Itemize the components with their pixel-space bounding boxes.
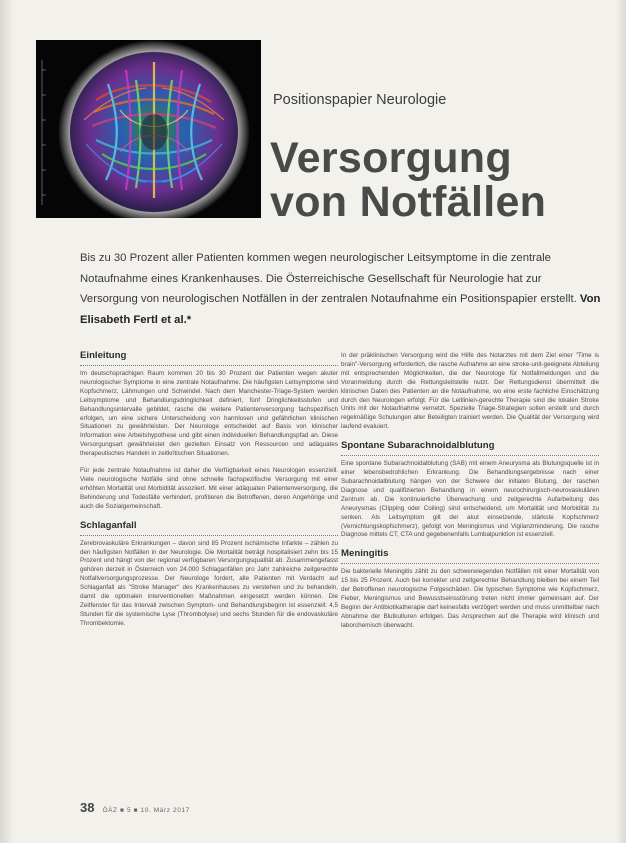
section-einleitung xyxy=(80,350,338,512)
mri-brain-illustration xyxy=(36,40,261,218)
magazine-issue: ÖÄZ ■ 5 ■ 10. März 2017 xyxy=(102,807,190,814)
scan-shadow-right xyxy=(616,0,626,843)
mri-brain-image xyxy=(36,40,261,218)
section-subarachnoidalblutung xyxy=(341,440,599,540)
paragraph: Für jede zentrale Notaufnahme ist daher die Verfügbarkeit eines Neurologen essenziell. Viele neurologische Notfälle sind ohne schnelle fachspezifische Versorgung mit einer erhöhten Mortalität und Morbidität assoziiert. Mit einer adäquaten Patientenversorgung, die Behinderung und Todesfälle verhindert, profitieren die Betroffenen, deren Angehörige und auch die Sozialgemeinschaft. xyxy=(80,467,338,510)
byline: Von Elisabeth Fertl et al.* xyxy=(80,293,601,326)
paragraph: Zerebrovaskuläre Erkrankungen – davon sind 85 Prozent ischämische Infarkte – zählen zu den häufigsten Notfällen in der Neurologie. Die Mortalität beträgt hospitalisiert zehn bis 15 Prozent und hängt von der regional verfügbaren Versorgungsqualität ab. Zusammengefasst gehören derzeit in Österreich von 24.000 Schlaganfällen pro Jahr zahlreiche zeitgerechte Notfallversorgungsprozesse. Der Neurologe fordert, alle Patienten mit Verdacht auf Schlaganfall als "Stroke Manager" des Krankenhauses zu verstehen und zu behandeln, damit die optimalen interventionellen Maßnahmen eingesetzt werden können. Die Zeitfenster für das Intervall zwischen Symptom- und Behandlungsbeginn ist essenziell: 4,5 Stunden für die systemische Lyse (Thrombolyse) und sechs Stunden für die endovaskuläre Thrombektomie. xyxy=(80,539,338,627)
paragraph: In der präklinischen Versorgung wird die Hilfe des Notarztes mit dem Ziel einer "Time is brain"-Versorgung erforderlich, die rasche Aufnahme an eine stroke-unit-geeignete Abteilung mit entsprechenden Möglichkeiten, die der Neurologe für Notfallmeldungen und die Voranmeldung durch die Rettungsleitstelle nutzt. Der Rettungsdienst übermittelt die klinischen Daten des Patienten an die Notaufnahme, wo eine erste fachliche Einschätzung durch den Neurologen erfolgt. Für die Leitlinien-gerechte Therapie sind die lokalen Stroke Units mit der Notaufnahme vernetzt. Spezielle Triage-Strategien sollen erstellt und durch regelmäßige Schulungen aller Beteiligten trainiert werden. Die Qualität der Versorgung wird laufend evaluiert. xyxy=(341,352,599,431)
paragraph: Eine spontane Subarachnoidalblutung (SAB) mit einem Aneurysma als Blutungsquelle ist in einer lebensbedrohlichen Erkrankung. Die Behandlungsergebnisse nach einer Subarachnoidalblutung hängen von der Schwere der initialen Blutung, der raschen Diagnose und qualifizierten Behandlung in einem neurochirurgisch-neurovaskulären Zentrum ab. Die kontinuierliche Überwachung und zeitgerechte Aufarbeitung des Aneurysmas (Clipping oder Coiling) sind entscheidend, um Mortalität und Morbidität zu senken. Als Leitsymptom gilt der akut einsetzende, stärkste Kopfschmerz (Vernichtungskopfschmerz), gefolgt von Meningismus und Vigilanzminderung. Die rasche Diagnose mittels CT, CTA und gegebenenfalls Lumbalpunktion ist essenziell. xyxy=(341,460,599,539)
scan-shadow-left xyxy=(0,0,14,843)
heading-einleitung: Einleitung xyxy=(80,350,338,366)
paragraph: Die bakterielle Meningitis zählt zu den schwerwiegenden Notfällen mit einer Mortalität von 15 bis 25 Prozent. Auch bei korrekter und zeitgerechter Behandlung bleiben bei einem Teil der Betroffenen neurologische Folgeschäden. Die typischen Symptome wie Kopfschmerz, Fieber, Meningismus und Bewusstseinsstörung treten nicht immer gemeinsam auf. Der Beginn der Antibiotikatherapie darf keinesfalls verzögert werden und muss unmittelbar nach Abnahme der Blutkulturen erfolgen. Das Ansprechen auf die Therapie wird klinisch und laborchemisch überwacht. xyxy=(341,568,599,629)
page-footer xyxy=(80,800,190,815)
section-meningitis xyxy=(341,548,599,630)
heading-meningitis: Meningitis xyxy=(341,548,599,564)
page-number: 38 xyxy=(80,800,95,815)
section-schlaganfall xyxy=(80,520,338,629)
article-title xyxy=(270,136,610,224)
lead-text: Bis zu 30 Prozent aller Patienten kommen wegen neurologischer Leitsymptome in die zentrale Notaufnahme eines Krankenhauses. Die Österreichische Gesellschaft für Neurologie hat zur Versorgung von neurologischen Notfällen in der zentralen Notaufnahme ein Positionspapier erstellt. xyxy=(80,252,577,305)
title-line-1: Versorgung xyxy=(270,134,512,182)
kicker: Positionspapier Neurologie xyxy=(273,92,447,108)
title-line-2: von Notfällen xyxy=(270,178,547,226)
column-right xyxy=(341,352,599,639)
column-left xyxy=(80,348,338,637)
lead-paragraph xyxy=(80,248,602,330)
heading-subarachnoidalblutung: Spontane Subarachnoidalblutung xyxy=(341,440,599,456)
paragraph: Im deutschsprachigen Raum kommen 20 bis 30 Prozent der Patienten wegen akuter neurologischer Symptome in eine zentrale Notaufnahme. Die häufigsten Leitsymptome sind Kopfschmerz, Lähmungen und Schwindel. Nach dem Manchester-Triage-System werden Leitsymptome und Behandlungsdringlichkeit definiert, fünf Dringlichkeitsstufen und Behandlungsintervalle gebildet, rasche die weitere Patientenversorgung fachspezifisch erfolgen, um eine sichere Unterscheidung von harmlosen und gefährlichen klinischen Situationen zu gewährleisten. Der Neurologe entscheidet auf Basis von klinischer Information eine Arbeitshypothese und gibt einen individuellen Behandlungspfad an. Diese Versorgungsart gewährleistet den gezielten Einsatz von Ressourcen und adäquates therapeutisches Handeln in zeitkritischen Situationen. xyxy=(80,370,338,458)
heading-schlaganfall: Schlaganfall xyxy=(80,520,338,536)
